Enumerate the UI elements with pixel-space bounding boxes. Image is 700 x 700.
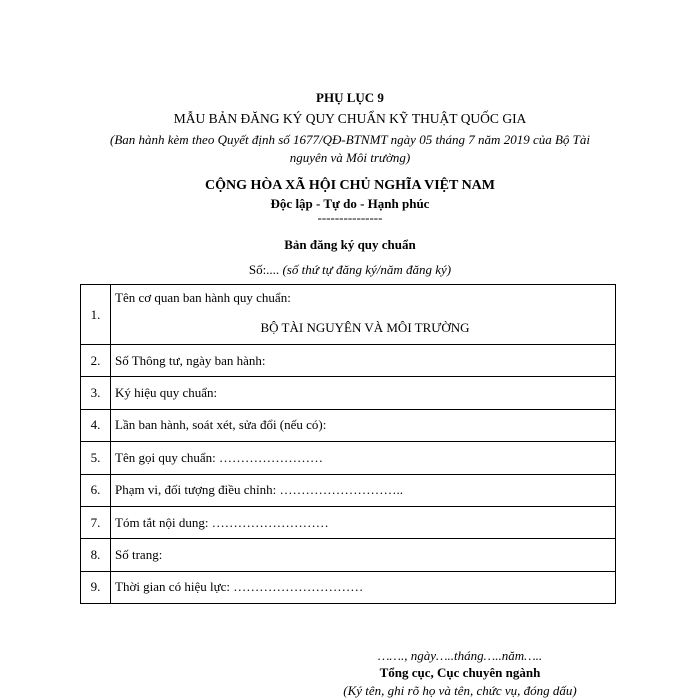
- document-title: Bản đăng ký quy chuẩn: [284, 237, 416, 252]
- table-row: [81, 442, 616, 474]
- row-text: Ký hiệu quy chuẩn:: [111, 377, 616, 409]
- signature-note: (Ký tên, ghi rõ họ và tên, chức vụ, đóng dấu): [343, 683, 577, 698]
- row-number: 8.: [81, 539, 111, 571]
- row-text: Số Thông tư, ngày ban hành:: [111, 345, 616, 377]
- row-number: 4.: [81, 409, 111, 441]
- table-row: [81, 409, 616, 441]
- row-number: 5.: [81, 442, 111, 474]
- table-row: [81, 506, 616, 538]
- row-text: Số trang:: [111, 539, 616, 571]
- appendix-heading: PHỤ LỤC 9: [316, 90, 384, 105]
- row-text: Phạm vi, đối tượng điều chỉnh: ………………………..: [111, 474, 616, 506]
- signature-date-line: ……., ngày…..tháng…..năm…..: [377, 648, 543, 663]
- table-row: [81, 377, 616, 409]
- table-row: [81, 474, 616, 506]
- row-number: 3.: [81, 377, 111, 409]
- row-text: Tóm tắt nội dung: ………………………: [111, 506, 616, 538]
- table-row: [81, 285, 616, 345]
- issuing-agency-label: Tên cơ quan ban hành quy chuẩn:: [115, 289, 291, 305]
- form-title: MẪU BẢN ĐĂNG KÝ QUY CHUẨN KỸ THUẬT QUỐC GIA: [173, 111, 527, 126]
- row-number: 2.: [81, 345, 111, 377]
- row-number: 1.: [81, 285, 111, 345]
- document-number: [0, 262, 700, 278]
- row-text: Lần ban hành, soát xét, sửa đổi (nếu có):: [111, 409, 616, 441]
- decision-note: (Ban hành kèm theo Quyết định số 1677/QĐ-BTNMT ngày 05 tháng 7 năm 2019 của Bộ Tài nguyên và Môi trường): [110, 132, 590, 165]
- table-row: [81, 345, 616, 377]
- signature-organization: Tổng cục, Cục chuyên ngành: [379, 665, 541, 680]
- table-row: [81, 539, 616, 571]
- document-number-prefix: Số:....: [248, 262, 280, 277]
- separator-line: ---------------: [317, 210, 383, 225]
- table-row: [81, 571, 616, 603]
- row-number: 6.: [81, 474, 111, 506]
- registration-table: [80, 284, 616, 604]
- row-number: 7.: [81, 506, 111, 538]
- row-content: [111, 285, 616, 345]
- document-number-note: (số thứ tự đăng ký/năm đăng ký): [282, 262, 452, 277]
- issuing-agency-value: BỘ TÀI NGUYÊN VÀ MÔI TRƯỜNG: [260, 319, 470, 335]
- row-text: Tên gọi quy chuẩn: ……………………: [111, 442, 616, 474]
- national-motto: Độc lập - Tự do - Hạnh phúc: [270, 196, 430, 211]
- national-title: CỘNG HÒA XÃ HỘI CHỦ NGHĨA VIỆT NAM: [204, 178, 495, 193]
- row-number: 9.: [81, 571, 111, 603]
- row-text: Thời gian có hiệu lực: …………………………: [111, 571, 616, 603]
